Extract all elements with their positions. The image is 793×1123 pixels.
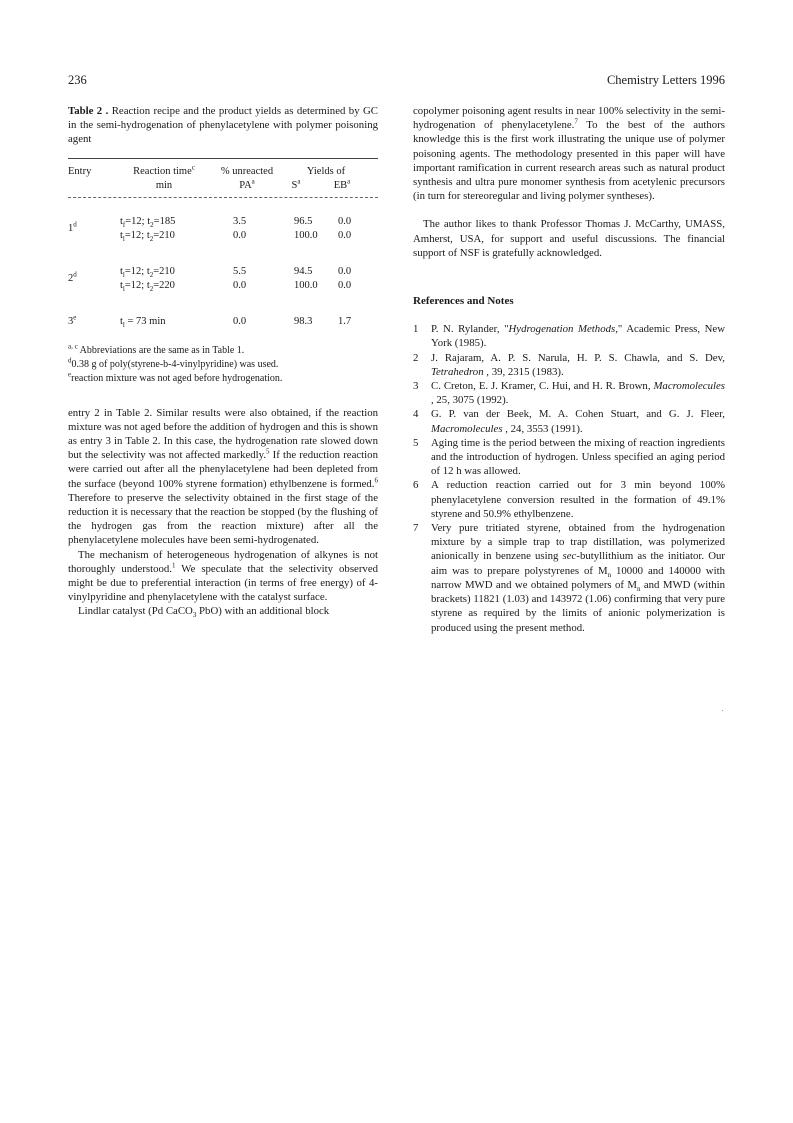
table-cell-pa: 0.0 xyxy=(233,229,247,241)
table-cell-eb: 0.0 xyxy=(338,279,352,291)
references-list xyxy=(413,322,725,521)
table-entry: 3e xyxy=(68,313,77,327)
col-eb-header: $EB^a$ xyxy=(333,177,351,191)
page-number: 236 xyxy=(68,73,87,87)
table-caption-text: Reaction recipe and the product yields as determined by GC in the semi-hydrogenation of phenylacetylene with polymer poisoning agent xyxy=(68,105,378,146)
table-note: $^{a, c}$ Abbreviations are the same as in Table 1. xyxy=(68,342,245,356)
body-paragraph: copolymer poisoning agent results in near 100% selectivity in the semi-hydrogenation of phenylacetylene.$^7$ To the best of the authors knowledge this is the first work illustrating the unique use of polymer poisoning agents. The methodology presented in this paper will have important ramification in current research areas such as natural product synthesis and ultra pure monomer synthesis from acetylenic precursors (in turn for stereoregular and living polymer syntheses). xyxy=(413,105,725,203)
table-entry: 1$^d$ xyxy=(68,220,77,234)
table-entry: 2$^d$ xyxy=(68,270,77,284)
table-header-rule xyxy=(68,197,378,198)
table-note: $^d$0.38 g of poly(styrene-b-4-vinylpyridine) was used. xyxy=(68,356,279,370)
body-paragraph: entry 2 in Table 2. Similar results were also obtained, if the reaction mixture was not aged before the addition of hydrogen and this is shown as entry 3 in Table 2. In this case, the hydrogenation rate slowed down but the selectivity was not affected markedly.$^5$ If the reduction reaction were carried out after all the phenylacetylene had been depleted from the surface (beyond 100% styrene formation) ethylbenzene is formed.$^6$ Therefore to preserve the selectivity obtained in the first stage of the reduction it is necessary that the reaction be stopped (by the flushing of the hydrogen gas from the reaction mixture) after all the phenylacetylene molecules have been semi-hydrogenated. xyxy=(68,406,378,547)
table-cell-s: 96.5 xyxy=(294,215,313,227)
col-pa-header: $PA^a$ xyxy=(239,177,255,191)
table-cell-time: $t_l = 73$ min xyxy=(120,315,166,329)
table-notes xyxy=(68,344,378,386)
reference-item: 2 J. Rajaram, A. P. S. Narula, H. P. S. Chawla, and S. Dev, Tetrahedron , 39, 2315 (1983). xyxy=(413,351,725,378)
reference-item: 5 Aging time is the period between the mixing of reaction ingredients and the introduction of hydrogen. Unless specified an aging period of 12 h was allowed. xyxy=(413,436,725,478)
acknowledgment: The author likes to thank Professor Thomas J. McCarthy, UMASS, Amherst, USA, for support and useful discussions. The financial support of NSF is gratefully acknowledged. xyxy=(413,218,725,259)
body-paragraph: Lindlar catalyst (Pd CaCO$_3$ PbO) with an additional block xyxy=(78,605,330,620)
col-entry-header: Entry xyxy=(68,165,92,177)
table-cell-eb: 0.0 xyxy=(338,215,352,227)
col-yields-header: Yields of xyxy=(306,165,346,177)
reference-item: 3 C. Creton, E. J. Kramer, C. Hui, and H. R. Brown, Macromolecules , 25, 3075 (1992). xyxy=(413,380,725,407)
table-cell-eb: 0.0 xyxy=(338,265,352,277)
table-cell-s: 100.0 xyxy=(294,229,318,241)
col-time-header: Reaction time$^c$ xyxy=(133,163,195,177)
col-s-header: $S^a$ xyxy=(291,177,301,191)
table-cell-time: $t_f=12$; $t_2=185$ xyxy=(120,215,176,229)
table-cell-s: 98.3 xyxy=(294,315,313,327)
table-top-rule xyxy=(68,158,378,159)
table-cell-s: 100.0 xyxy=(294,279,318,291)
table-cell-eb: 0.0 xyxy=(338,229,352,241)
right-column xyxy=(413,104,725,635)
journal-title: Chemistry Letters 1996 xyxy=(606,73,725,87)
table-cell-pa: 0.0 xyxy=(233,279,247,291)
table-cell-time: $t_l=12$; $t_2=220$ xyxy=(120,279,175,293)
page-mark xyxy=(722,710,723,711)
table-cell-pa: 3.5 xyxy=(233,215,247,227)
table-caption xyxy=(68,104,378,147)
references-heading: References and Notes xyxy=(413,295,514,308)
col-time-unit: min xyxy=(155,179,173,191)
reference-item: 7 Very pure tritiated styrene, obtained from the hydrogenation mixture by a simple trap to trap distillation, was polymerized anionically in benzene using sec-butyllithium as the initiator. Our aim was to prepare polystyrenes of $M_n$ 10000 and 140000 with narrow MWD and we obtained polymers of $M_n$ and MWD (within brackets) 11821 (1.03) and 143972 (1.06) confirming that very pure styrene as required by the limits of anionic polymerization is produced using the present method. xyxy=(413,522,725,634)
results-table xyxy=(68,158,378,340)
table-cell-s: 94.5 xyxy=(294,265,313,277)
col-unreacted-header: % unreacted xyxy=(220,165,274,177)
body-paragraph: The mechanism of heterogeneous hydrogenation of alkynes is not thoroughly understood.$^1$ We speculate that the selectivity observed might be due to preferential interaction (in terms of free energy) of 4-vinylpyridine and phenylacetylene with the catalyst surface. xyxy=(68,548,379,604)
table-note: $^e$reaction mixture was not aged before hydrogenation. xyxy=(68,370,283,384)
table-cell-eb: 1.7 xyxy=(338,315,352,327)
table-caption-label: Table 2 . xyxy=(68,105,109,117)
table-cell-pa: 5.5 xyxy=(233,265,247,277)
table-cell-time: $t_l=12$; $t_2=210$ xyxy=(120,265,175,279)
table-cell-pa: 0.0 xyxy=(233,315,247,327)
reference-item: 6 A reduction reaction carried out for 3 min beyond 100% phenylacetylene conversion resulted in the formation of 49.1% styrene and 50.9% ethylbenzene. xyxy=(413,479,725,520)
left-column xyxy=(68,104,378,619)
table-cell-time: $t_l=12$; $t_2=210$ xyxy=(120,229,175,243)
reference-item: 1 P. N. Rylander, "Hydrogenation Methods," Academic Press, New York (1985). xyxy=(413,323,725,350)
reference-item: 4 G. P. van der Beek, M. A. Cohen Stuart, and G. J. Fleer, Macromolecules , 24, 3553 (1991). xyxy=(413,408,725,435)
